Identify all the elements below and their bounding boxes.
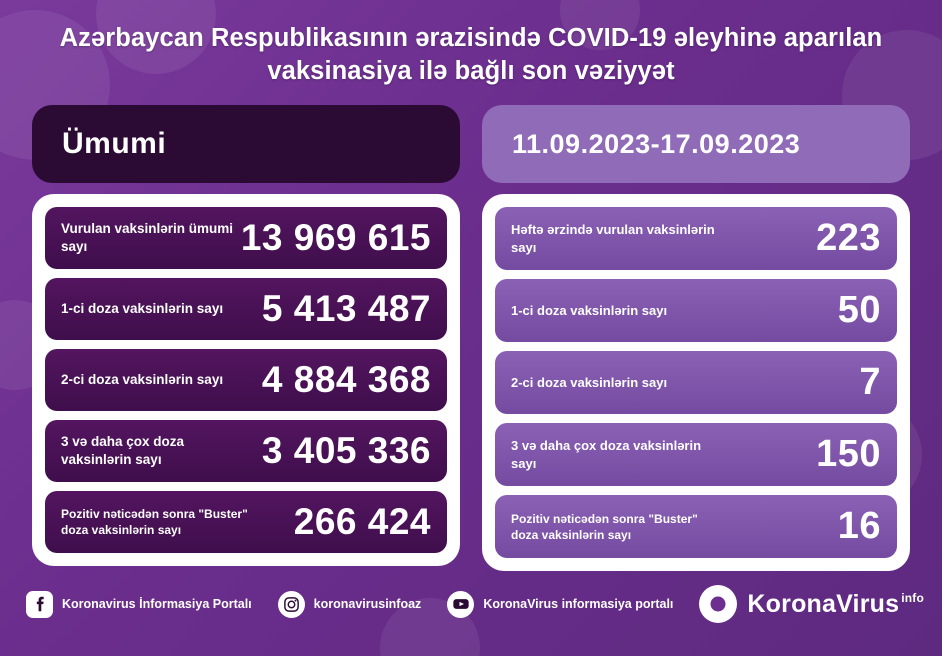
social-instagram[interactable] — [278, 591, 422, 618]
overall-heading: Ümumi — [32, 105, 460, 183]
stat-row — [45, 207, 447, 269]
stat-label: 3 və daha çox doza vaksinlərin sayı — [61, 434, 185, 468]
stat-label: 1-ci doza vaksinlərin sayı — [61, 301, 224, 317]
page-title: Azərbaycan Respublikasının ərazisində COVID-19 əleyhinə aparılan vaksinasiya ilə bağlı son vəziyyət — [59, 24, 883, 85]
stats-columns — [0, 97, 942, 571]
stat-row — [495, 495, 897, 558]
brand-name: KoronaVirus $^{info}$ — [747, 589, 924, 618]
stat-row — [495, 351, 897, 414]
social-label: Koronavirus İnformasiya Portalı — [62, 597, 252, 612]
poster-footer — [0, 571, 942, 623]
social-facebook[interactable] — [26, 591, 252, 618]
stat-value: 266 424 — [293, 501, 431, 543]
stat-value: 13 969 615 — [240, 217, 431, 259]
overall-column — [32, 105, 460, 571]
social-label: koronavirusinfoaz — [313, 597, 422, 612]
stat-row — [45, 278, 447, 340]
weekly-column — [482, 105, 910, 571]
social-label: KoronaVirus informasiya portalı — [483, 597, 674, 612]
stat-row — [495, 207, 897, 270]
stat-value: 16 — [837, 505, 881, 548]
brand-logo[interactable] — [699, 585, 924, 623]
brand-suffix: info — [901, 591, 924, 606]
stat-label: 2-ci doza vaksinlərin sayı — [61, 372, 224, 388]
stat-label: Həftə ərzində vurulan vaksinlərin sayı — [511, 222, 715, 255]
stat-label: 1-ci doza vaksinlərin sayı — [511, 302, 668, 318]
stat-value: 50 — [837, 289, 881, 332]
instagram-icon — [278, 591, 305, 618]
youtube-icon — [447, 591, 474, 618]
poster-header — [0, 0, 942, 97]
stat-value: 223 — [816, 217, 881, 260]
stat-label: 2-ci doza vaksinlərin sayı — [511, 374, 668, 390]
stat-label: Vurulan vaksinlərin ümumi sayı — [61, 221, 234, 255]
stat-label: Pozitiv nəticədən sonra "Buster" doza vaksinlərin sayı — [511, 511, 698, 542]
overall-stats-card — [32, 194, 460, 566]
koronavirus-mark-icon — [699, 585, 737, 623]
stat-row — [45, 349, 447, 411]
social-youtube[interactable] — [447, 591, 673, 618]
stat-value: 5 413 487 — [261, 288, 431, 330]
stat-row — [495, 279, 897, 342]
stat-value: 150 — [816, 433, 881, 476]
stat-label: 3 və daha çox doza vaksinlərin sayı — [511, 438, 702, 471]
stat-row — [45, 491, 447, 553]
stat-value: 7 — [859, 361, 881, 404]
stat-row — [495, 423, 897, 486]
stat-value: 4 884 368 — [261, 359, 431, 401]
stat-value: 3 405 336 — [261, 430, 431, 472]
facebook-icon — [26, 591, 53, 618]
weekly-heading: 11.09.2023-17.09.2023 — [482, 105, 910, 183]
stat-row — [45, 420, 447, 482]
stat-label: Pozitiv nəticədən sonra "Buster" doza vaksinlərin sayı — [61, 507, 248, 538]
weekly-stats-card — [482, 194, 910, 571]
